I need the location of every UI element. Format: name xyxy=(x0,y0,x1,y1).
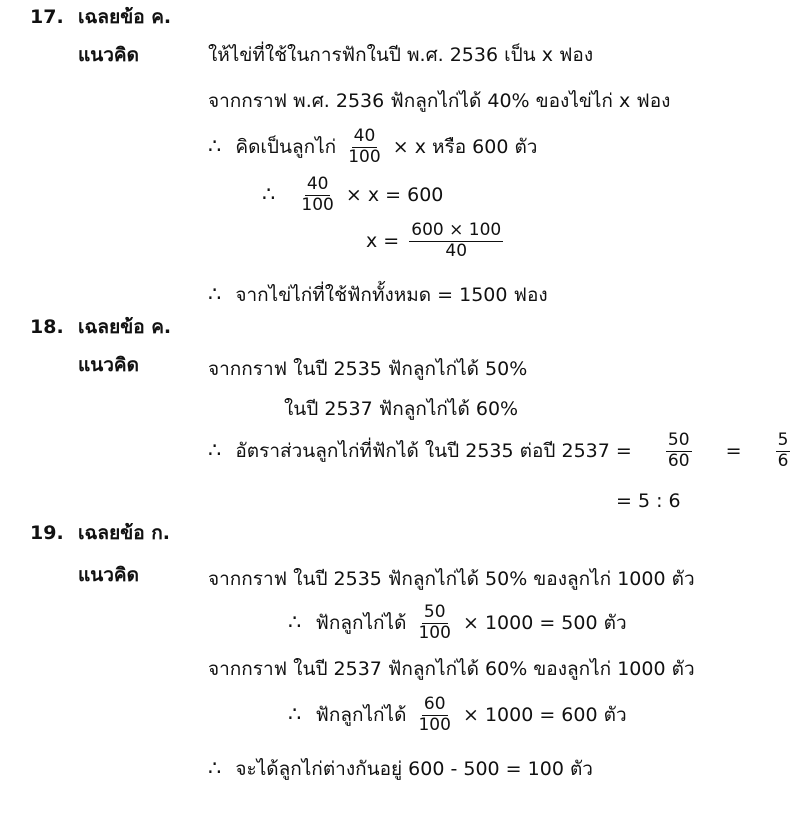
fraction-denominator: 100 xyxy=(418,622,451,643)
q19-line-5-text: จะได้ลูกไก่ต่างกันอยู่ 600 - 500 = 100 ตัว xyxy=(235,758,593,780)
q17-line-2: จากกราฟ พ.ศ. 2536 ฟักลูกไก่ได้ 40% ของไข่ไก่ x ฟอง xyxy=(208,90,671,112)
question-17-answer: เฉลยข้อ ค. xyxy=(78,6,172,28)
q19-line-4-prefix: ฟักลูกไก่ได้ xyxy=(315,703,407,726)
fraction-denominator: 100 xyxy=(348,146,381,167)
q19-line-2-prefix: ฟักลูกไก่ได้ xyxy=(315,611,407,634)
q18-line-3 xyxy=(208,432,794,471)
fraction-numerator: 40 xyxy=(353,126,376,146)
fraction-numerator: 600 × 100 xyxy=(411,220,502,240)
fraction-denominator: 100 xyxy=(301,194,334,215)
q19-line-4 xyxy=(288,696,627,735)
question-18-label: แนวคิด xyxy=(78,354,139,376)
q17-line-6-text: จากไข่ไก่ที่ใช้ฟักทั้งหมด = 1500 ฟอง xyxy=(235,284,548,306)
fraction-denominator: 60 xyxy=(667,450,690,471)
fraction-denominator: 6 xyxy=(777,450,789,471)
q17-line-4 xyxy=(262,176,443,215)
q19-line-3: จากกราฟ ในปี 2537 ฟักลูกไก่ได้ 60% ของลูกไก่ 1000 ตัว xyxy=(208,658,695,680)
fraction-numerator: 60 xyxy=(423,694,446,714)
q18-line-3-fraction-1 xyxy=(666,432,692,471)
therefore-symbol: ∴ xyxy=(288,609,302,634)
therefore-symbol: ∴ xyxy=(208,437,222,462)
q17-line-6 xyxy=(208,284,548,305)
q17-line-4-fraction xyxy=(299,176,335,215)
question-17-label: แนวคิด xyxy=(78,44,139,66)
q18-line-3-text: อัตราส่วนลูกไก่ที่ฟักได้ ในปี 2535 ต่อปี 2537 = xyxy=(235,439,632,462)
therefore-symbol: ∴ xyxy=(208,133,222,158)
question-18-number: 18. xyxy=(30,316,64,338)
q18-line-3-equals: = xyxy=(725,439,742,462)
q18-line-2: ในปี 2537 ฟักลูกไก่ได้ 60% xyxy=(284,398,519,420)
q18-line-1: จากกราฟ ในปี 2535 ฟักลูกไก่ได้ 50% xyxy=(208,358,528,380)
fraction-numerator: 40 xyxy=(306,174,329,194)
q19-line-2-suffix: × 1000 = 500 ตัว xyxy=(462,611,627,634)
question-18-answer: เฉลยข้อ ค. xyxy=(78,316,172,338)
fraction-numerator: 50 xyxy=(667,430,690,450)
fraction-denominator: 40 xyxy=(445,240,468,261)
q17-line-3-prefix: คิดเป็นลูกไก่ xyxy=(235,135,337,158)
q18-line-3-fraction-2 xyxy=(776,432,791,471)
q17-line-3 xyxy=(208,128,537,167)
question-19-label: แนวคิด xyxy=(78,564,139,586)
q17-line-4-suffix: × x = 600 xyxy=(345,183,444,206)
q18-line-4: = 5 : 6 xyxy=(616,490,681,512)
q19-line-5 xyxy=(208,758,593,779)
q19-line-4-suffix: × 1000 = 600 ตัว xyxy=(462,703,627,726)
therefore-symbol: ∴ xyxy=(208,756,222,780)
q19-line-1: จากกราฟ ในปี 2535 ฟักลูกไก่ได้ 50% ของลูกไก่ 1000 ตัว xyxy=(208,568,695,590)
question-19-answer: เฉลยข้อ ก. xyxy=(78,522,170,544)
q17-line-5 xyxy=(366,222,507,261)
q19-line-2 xyxy=(288,604,627,643)
fraction-denominator: 100 xyxy=(418,714,451,735)
q17-line-1: ให้ไข่ที่ใช้ในการฟักในปี พ.ศ. 2536 เป็น x ฟอง xyxy=(208,44,594,66)
therefore-symbol: ∴ xyxy=(262,181,276,206)
fraction-numerator: 50 xyxy=(423,602,446,622)
q17-line-5-fraction xyxy=(409,222,503,261)
q17-line-3-suffix: × x หรือ 600 ตัว xyxy=(392,135,538,158)
q17-line-3-fraction xyxy=(346,128,382,167)
question-19-number: 19. xyxy=(30,522,64,544)
q17-line-5-lhs: x = xyxy=(366,229,400,252)
q19-line-2-fraction xyxy=(416,604,452,643)
fraction-numerator: 5 xyxy=(777,430,789,450)
therefore-symbol: ∴ xyxy=(208,282,222,306)
question-17-number: 17. xyxy=(30,6,64,28)
therefore-symbol: ∴ xyxy=(288,701,302,726)
q19-line-4-fraction xyxy=(416,696,452,735)
